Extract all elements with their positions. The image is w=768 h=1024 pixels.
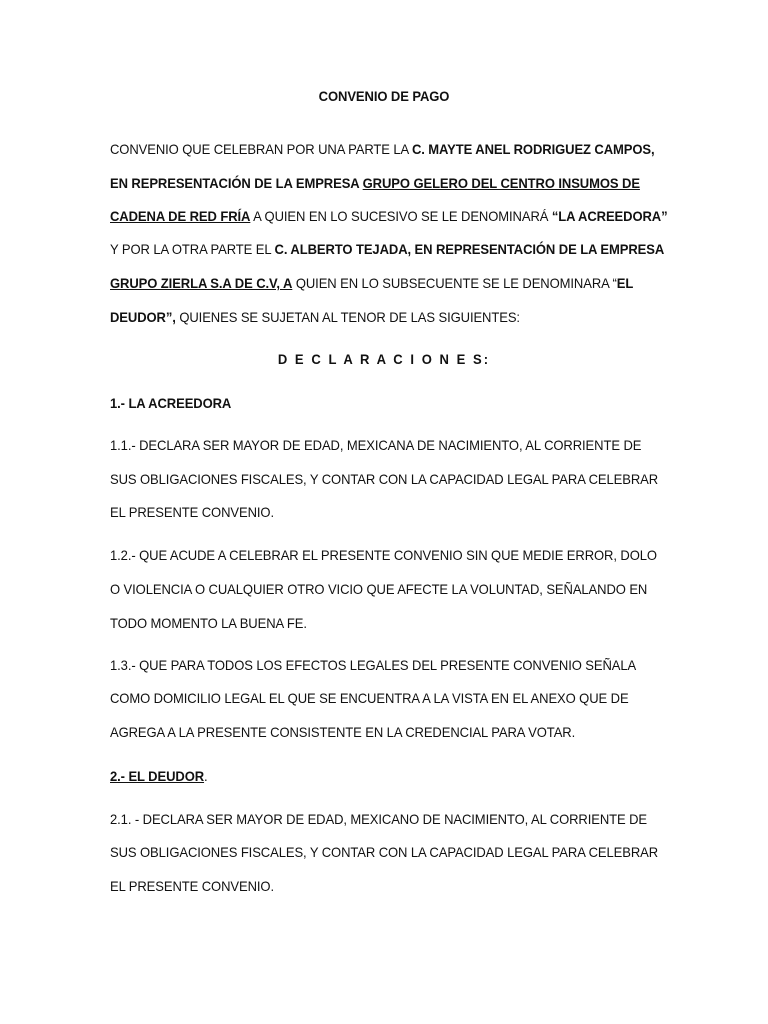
intro-line-2 [110, 174, 640, 192]
clause-1-1-line-2: SUS OBLIGACIONES FISCALES, Y CONTAR CON LA CAPACIDAD LEGAL PARA CELEBRAR [110, 471, 659, 487]
document-title: CONVENIO DE PAGO [318, 88, 450, 104]
clause-1-3-line-2: COMO DOMICILIO LEGAL EL QUE SE ENCUENTRA A LA VISTA EN EL ANEXO QUE DE [110, 690, 629, 706]
intro-text: A QUIEN EN LO SUCESIVO SE LE DENOMINARÁ [250, 208, 552, 224]
creditor-company: GRUPO GELERO DEL CENTRO INSUMOS DE [362, 175, 640, 191]
intro-text: CONVENIO QUE CELEBRAN POR UNA PARTE LA [110, 141, 412, 157]
section-1-heading: 1.- LA ACREEDORA [110, 395, 232, 411]
debtor-label-continued: DEUDOR”, [110, 309, 176, 325]
clause-1-3-line-1: 1.3.- QUE PARA TODOS LOS EFECTOS LEGALES DEL PRESENTE CONVENIO SEÑALA [110, 657, 637, 673]
intro-text: Y POR LA OTRA PARTE EL [110, 241, 275, 257]
clause-1-2-line-1: 1.2.- QUE ACUDE A CELEBRAR EL PRESENTE CONVENIO SIN QUE MEDIE ERROR, DOLO [110, 547, 657, 563]
clause-1-1-line-1: 1.1.- DECLARA SER MAYOR DE EDAD, MEXICANA DE NACIMIENTO, AL CORRIENTE DE [110, 437, 642, 453]
intro-line-6 [110, 308, 631, 326]
section-2-heading-line [110, 767, 631, 785]
intro-line-1 [110, 140, 655, 158]
clause-1-2-line-2: O VIOLENCIA O CUALQUIER OTRO VICIO QUE AFECTE LA VOLUNTAD, SEÑALANDO EN [110, 581, 648, 597]
intro-text: EN REPRESENTACIÓN DE LA EMPRESA [110, 175, 363, 191]
clause-2-1-line-2: SUS OBLIGACIONES FISCALES, Y CONTAR CON LA CAPACIDAD LEGAL PARA CELEBRAR [110, 844, 659, 860]
creditor-name: C. MAYTE ANEL RODRIGUEZ CAMPOS, [411, 141, 655, 157]
clause-1-2-line-3: TODO MOMENTO LA BUENA FE. [110, 615, 307, 631]
declarations-heading: D E C L A R A C I O N E S: [277, 351, 491, 367]
creditor-label: “LA ACREEDORA” [551, 208, 668, 224]
clause-2-1-line-3: EL PRESENTE CONVENIO. [110, 878, 274, 894]
section-2-heading: 2.- EL DEUDOR [110, 768, 205, 784]
debtor-label: EL [616, 275, 634, 291]
intro-line-4 [110, 240, 665, 258]
creditor-company-continued: CADENA DE RED FRÍA [110, 208, 251, 224]
clause-2-1-line-1: 2.1. - DECLARA SER MAYOR DE EDAD, MEXICANO DE NACIMIENTO, AL CORRIENTE DE [110, 811, 648, 827]
intro-text: QUIEN EN LO SUBSECUENTE SE LE DENOMINARA “ [292, 275, 617, 291]
intro-line-3 [110, 207, 668, 225]
debtor-company: GRUPO ZIERLA S.A DE C.V, A [110, 275, 293, 291]
debtor-name: C. ALBERTO TEJADA, EN REPRESENTACIÓN DE LA EMPRESA [274, 241, 665, 257]
intro-line-5 [110, 274, 634, 292]
section-2-heading-suffix: . [204, 768, 208, 784]
clause-1-3-line-3: AGREGA A LA PRESENTE CONSISTENTE EN LA CREDENCIAL PARA VOTAR. [110, 724, 576, 740]
intro-text: QUIENES SE SUJETAN AL TENOR DE LAS SIGUIENTES: [175, 309, 520, 325]
clause-1-1-line-3: EL PRESENTE CONVENIO. [110, 504, 274, 520]
